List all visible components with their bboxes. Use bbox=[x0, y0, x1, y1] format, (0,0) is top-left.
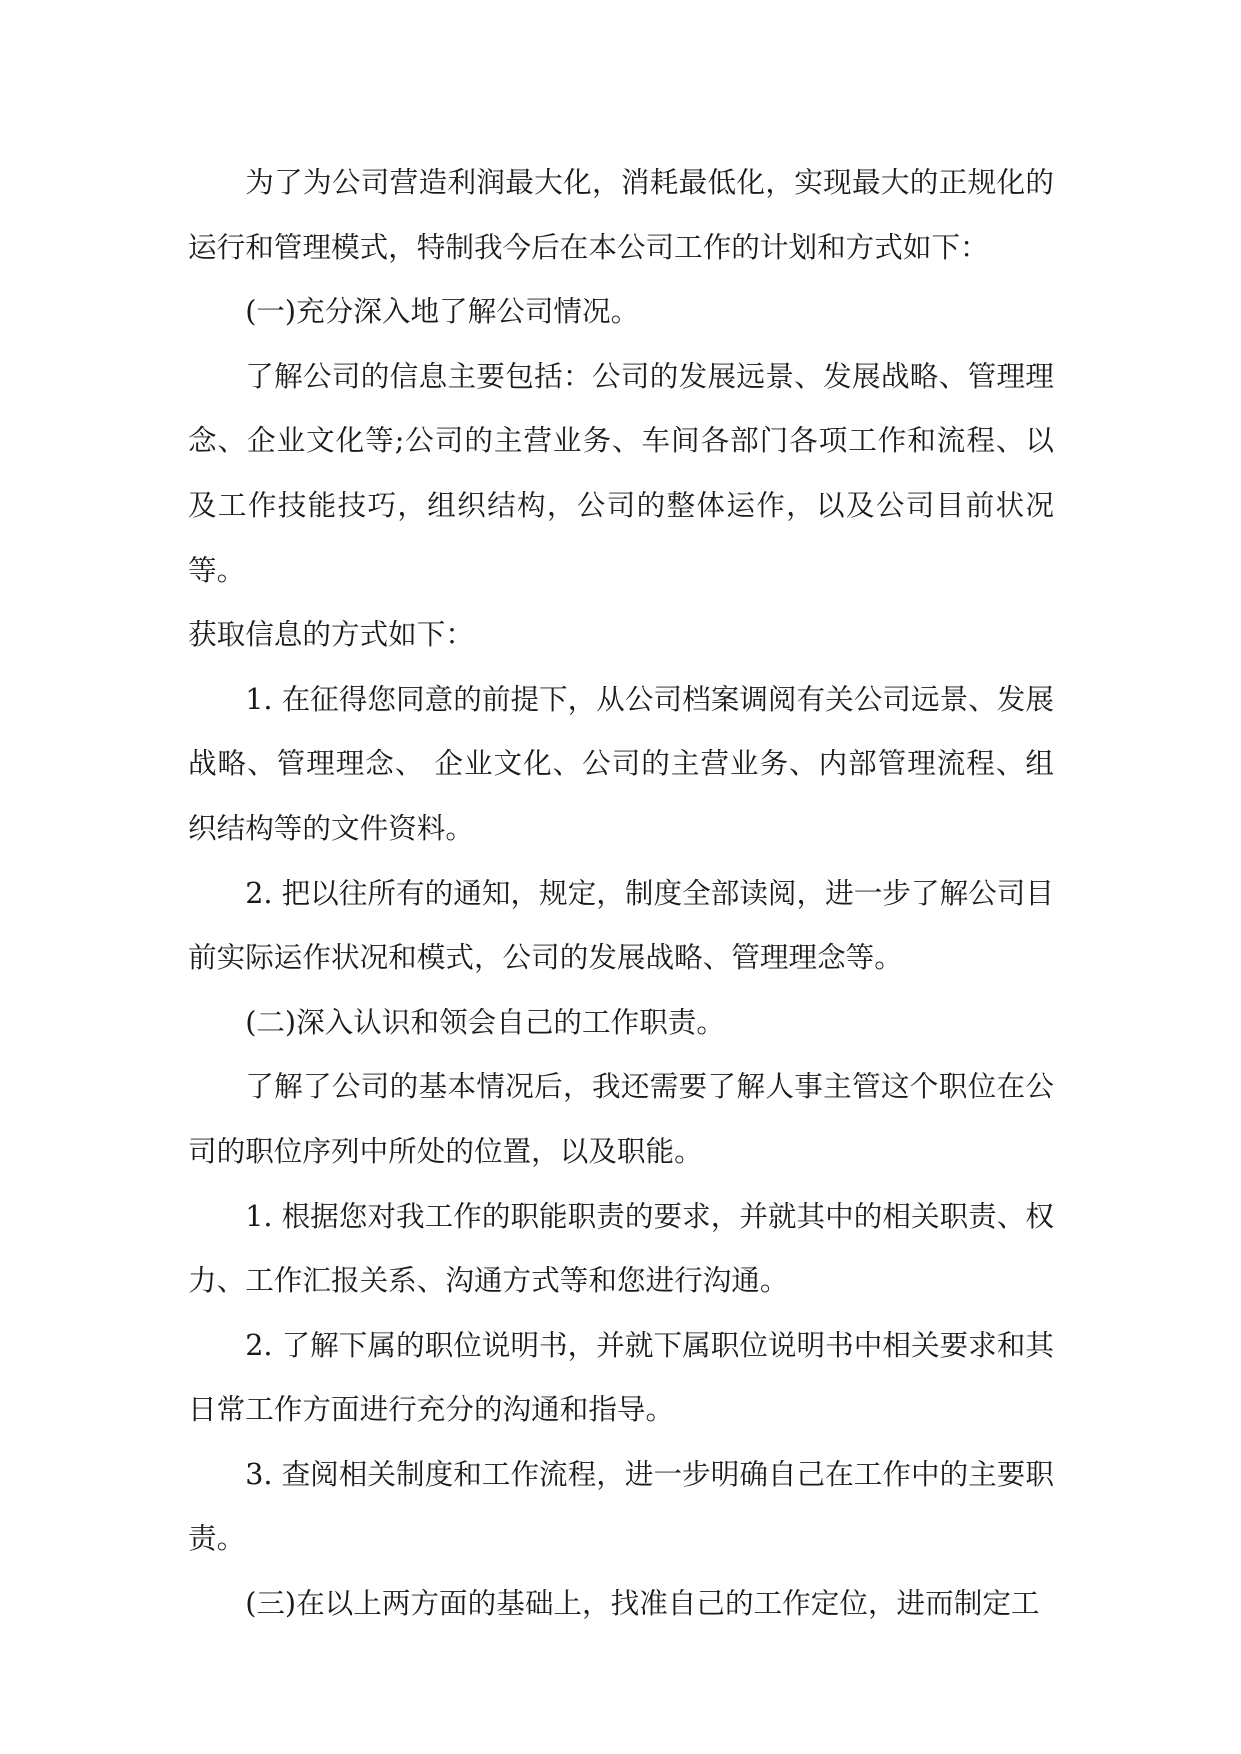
role-info-paragraph: 了解了公司的基本情况后，我还需要了解人事主管这个职位在公司的职位序列中所处的位置，以及职能。 bbox=[188, 1069, 1054, 1168]
section-heading-3: (三)在以上两方面的基础上，找准自己的工作定位，进而制定工 bbox=[245, 1586, 1040, 1621]
company-info-paragraph: 了解公司的信息主要包括：公司的发展远景、发展战略、管理理念、企业文化等;公司的主营业务、车间各部门各项工作和流程、以及工作技能技巧，组织结构，公司的整体运作，以及公司目前状况等。 bbox=[188, 358, 1054, 587]
section-heading-1: (一)充分深入地了解公司情况。 bbox=[245, 294, 640, 329]
list-item-1-2: 2. 把以往所有的通知，规定，制度全部读阅，进一步了解公司目前实际运作状况和模式，公司的发展战略、管理理念等。 bbox=[188, 875, 1054, 975]
info-methods-label: 获取信息的方式如下： bbox=[188, 617, 474, 652]
list-item-2-3: 3. 查阅相关制度和工作流程，进一步明确自己在工作中的主要职责。 bbox=[188, 1456, 1054, 1556]
list-item-1-1: 1. 在征得您同意的前提下，从公司档案调阅有关公司远景、发展战略、管理理念、 企业文化、公司的主营业务、内部管理流程、组织结构等的文件资料。 bbox=[188, 681, 1054, 845]
intro-paragraph: 为了为公司营造利润最大化，消耗最低化，实现最大的正规化的运行和管理模式，特制我今后在本公司工作的计划和方式如下： bbox=[188, 165, 1054, 264]
list-item-2-2: 2. 了解下属的职位说明书，并就下属职位说明书中相关要求和其日常工作方面进行充分的沟通和指导。 bbox=[188, 1327, 1054, 1427]
section-heading-2: (二)深入认识和领会自己的工作职责。 bbox=[245, 1004, 725, 1039]
document-page bbox=[188, 150, 1054, 1636]
list-item-2-1: 1. 根据您对我工作的职能职责的要求，并就其中的相关职责、权力、工作汇报关系、沟通方式等和您进行沟通。 bbox=[188, 1198, 1054, 1298]
